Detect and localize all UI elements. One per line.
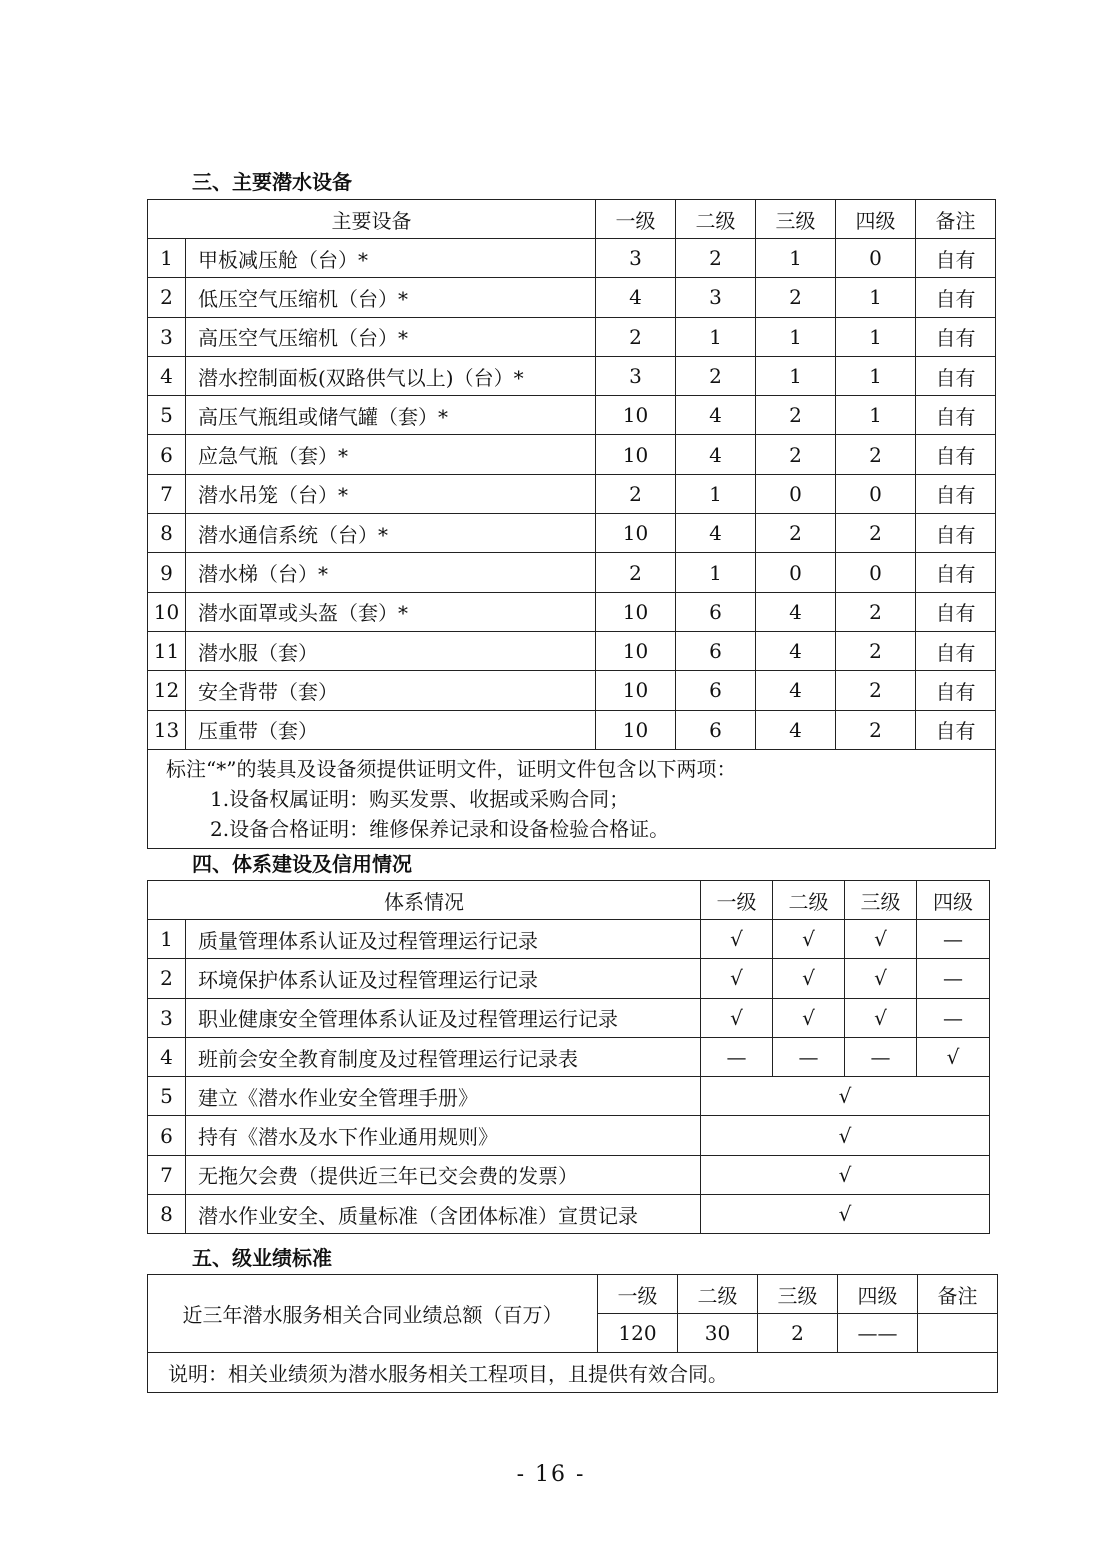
level-4-quantity: 0	[836, 239, 916, 278]
row-number: 13	[148, 710, 186, 749]
section-5-title: 五、级业绩标准	[192, 1246, 332, 1270]
performance-header-row	[148, 1275, 998, 1314]
remark: 自有	[916, 553, 996, 592]
level-1-quantity: 10	[596, 710, 676, 749]
level-1-quantity: 10	[596, 514, 676, 553]
level-4-mark: √	[917, 1037, 990, 1076]
remark: 自有	[916, 356, 996, 395]
equipment-row	[148, 553, 996, 592]
level-1-mark: √	[701, 998, 773, 1037]
equipment-name: 安全背带（套）	[186, 671, 596, 710]
level-1-quantity: 10	[596, 435, 676, 474]
level-4-quantity: 1	[836, 396, 916, 435]
system-row	[148, 1195, 990, 1234]
system-name: 持有《潜水及水下作业通用规则》	[186, 1116, 701, 1155]
system-name: 潜水作业安全、质量标准（含团体标准）宣贯记录	[186, 1195, 701, 1234]
row-number: 7	[148, 1155, 186, 1194]
equipment-note	[148, 749, 996, 848]
system-name: 建立《潜水作业安全管理手册》	[186, 1077, 701, 1116]
level-3-mark: √	[845, 920, 917, 959]
row-number: 2	[148, 278, 186, 317]
header-level-3: 三级	[756, 200, 836, 239]
level-4-quantity: 2	[836, 671, 916, 710]
level-2-mark: √	[773, 998, 845, 1037]
level-4-quantity: 2	[836, 435, 916, 474]
system-name: 无拖欠会费（提供近三年已交会费的发票）	[186, 1155, 701, 1194]
header-level-4: 四级	[917, 881, 990, 920]
equipment-row	[148, 396, 996, 435]
equipment-row	[148, 317, 996, 356]
row-number: 6	[148, 435, 186, 474]
equipment-name: 潜水服（套）	[186, 631, 596, 670]
level-3-mark: √	[845, 959, 917, 998]
level-2-quantity: 1	[676, 553, 756, 592]
level-4-mark: —	[917, 959, 990, 998]
equipment-table	[147, 199, 996, 849]
equipment-row	[148, 514, 996, 553]
system-name: 班前会安全教育制度及过程管理运行记录表	[186, 1037, 701, 1076]
system-row	[148, 1077, 990, 1116]
row-number: 5	[148, 1077, 186, 1116]
level-2-mark: √	[773, 959, 845, 998]
header-remark: 备注	[918, 1275, 998, 1314]
row-number: 5	[148, 396, 186, 435]
level-2-quantity: 6	[676, 671, 756, 710]
row-number: 9	[148, 553, 186, 592]
equipment-name: 潜水控制面板(双路供气以上)（台）*	[186, 356, 596, 395]
system-row	[148, 1155, 990, 1194]
equipment-row	[148, 592, 996, 631]
row-number: 10	[148, 592, 186, 631]
value-level-2: 30	[678, 1314, 758, 1353]
row-number: 8	[148, 1195, 186, 1234]
equipment-row	[148, 710, 996, 749]
level-3-quantity: 2	[756, 396, 836, 435]
level-4-quantity: 2	[836, 514, 916, 553]
remark: 自有	[916, 474, 996, 513]
level-4-quantity: 2	[836, 710, 916, 749]
level-3-quantity: 4	[756, 631, 836, 670]
level-3-quantity: 4	[756, 710, 836, 749]
system-row	[148, 920, 990, 959]
row-number: 3	[148, 317, 186, 356]
level-2-quantity: 4	[676, 396, 756, 435]
system-row	[148, 1037, 990, 1076]
system-name: 质量管理体系认证及过程管理运行记录	[186, 920, 701, 959]
remark: 自有	[916, 278, 996, 317]
all-levels-mark: √	[701, 1116, 990, 1155]
all-levels-mark: √	[701, 1077, 990, 1116]
level-2-quantity: 3	[676, 278, 756, 317]
header-level-1: 一级	[701, 881, 773, 920]
level-4-quantity: 1	[836, 317, 916, 356]
level-3-quantity: 2	[756, 514, 836, 553]
row-number: 7	[148, 474, 186, 513]
level-3-quantity: 0	[756, 553, 836, 592]
equipment-row	[148, 671, 996, 710]
level-3-mark: √	[845, 998, 917, 1037]
equipment-name: 低压空气压缩机（台）*	[186, 278, 596, 317]
row-number: 1	[148, 920, 186, 959]
level-4-quantity: 0	[836, 553, 916, 592]
equipment-name: 潜水面罩或头盔（套）*	[186, 592, 596, 631]
row-number: 4	[148, 356, 186, 395]
level-3-quantity: 1	[756, 317, 836, 356]
remark: 自有	[916, 239, 996, 278]
level-1-mark: —	[701, 1037, 773, 1076]
system-name: 环境保护体系认证及过程管理运行记录	[186, 959, 701, 998]
level-4-quantity: 2	[836, 592, 916, 631]
level-1-quantity: 10	[596, 671, 676, 710]
system-row	[148, 1116, 990, 1155]
level-4-quantity: 2	[836, 631, 916, 670]
header-equipment: 主要设备	[148, 200, 596, 239]
performance-table	[147, 1274, 998, 1393]
level-1-quantity: 10	[596, 592, 676, 631]
row-number: 1	[148, 239, 186, 278]
equipment-note-row	[148, 749, 996, 848]
level-3-quantity: 4	[756, 592, 836, 631]
level-1-mark: √	[701, 920, 773, 959]
level-2-quantity: 6	[676, 710, 756, 749]
header-level-1: 一级	[596, 200, 676, 239]
level-3-quantity: 2	[756, 278, 836, 317]
level-1-quantity: 3	[596, 239, 676, 278]
equipment-name: 潜水吊笼（台）*	[186, 474, 596, 513]
remark: 自有	[916, 671, 996, 710]
equipment-name: 高压气瓶组或储气罐（套）*	[186, 396, 596, 435]
level-2-quantity: 4	[676, 514, 756, 553]
row-number: 8	[148, 514, 186, 553]
remark: 自有	[916, 514, 996, 553]
value-level-4: ——	[838, 1314, 918, 1353]
level-4-quantity: 1	[836, 278, 916, 317]
equipment-row	[148, 278, 996, 317]
level-2-mark: —	[773, 1037, 845, 1076]
header-level-3: 三级	[758, 1275, 838, 1314]
level-2-quantity: 6	[676, 631, 756, 670]
row-number: 12	[148, 671, 186, 710]
level-2-quantity: 4	[676, 435, 756, 474]
page-number: - 16 -	[516, 1462, 586, 1487]
level-1-quantity: 3	[596, 356, 676, 395]
equipment-row	[148, 474, 996, 513]
row-number: 11	[148, 631, 186, 670]
level-1-quantity: 10	[596, 396, 676, 435]
remark: 自有	[916, 317, 996, 356]
equipment-name: 甲板减压舱（台）*	[186, 239, 596, 278]
remark: 自有	[916, 592, 996, 631]
equipment-name: 应急气瓶（套）*	[186, 435, 596, 474]
level-1-quantity: 2	[596, 553, 676, 592]
level-2-quantity: 6	[676, 592, 756, 631]
all-levels-mark: √	[701, 1155, 990, 1194]
row-number: 3	[148, 998, 186, 1037]
equipment-row	[148, 356, 996, 395]
performance-note-row	[148, 1353, 998, 1393]
equipment-name: 高压空气压缩机（台）*	[186, 317, 596, 356]
level-2-quantity: 1	[676, 317, 756, 356]
header-level-2: 二级	[678, 1275, 758, 1314]
system-row	[148, 959, 990, 998]
header-remark: 备注	[916, 200, 996, 239]
level-1-quantity: 2	[596, 474, 676, 513]
level-2-quantity: 2	[676, 239, 756, 278]
level-4-mark: —	[917, 998, 990, 1037]
header-level-3: 三级	[845, 881, 917, 920]
header-system: 体系情况	[148, 881, 701, 920]
level-3-mark: —	[845, 1037, 917, 1076]
level-4-quantity: 1	[836, 356, 916, 395]
note-line-2: 1.设备权属证明：购买发票、收据或采购合同；	[210, 786, 630, 811]
value-level-1: 120	[598, 1314, 678, 1353]
equipment-row	[148, 435, 996, 474]
level-2-mark: √	[773, 920, 845, 959]
header-level-2: 二级	[676, 200, 756, 239]
level-1-quantity: 10	[596, 631, 676, 670]
remark: 自有	[916, 435, 996, 474]
level-4-quantity: 0	[836, 474, 916, 513]
header-level-4: 四级	[836, 200, 916, 239]
level-4-mark: —	[917, 920, 990, 959]
level-2-quantity: 1	[676, 474, 756, 513]
note-line-3: 2.设备合格证明：维修保养记录和设备检验合格证。	[210, 816, 670, 841]
level-3-quantity: 1	[756, 356, 836, 395]
remark: 自有	[916, 631, 996, 670]
header-level-2: 二级	[773, 881, 845, 920]
section-4-title: 四、体系建设及信用情况	[192, 852, 412, 876]
equipment-header-row	[148, 200, 996, 239]
performance-label: 近三年潜水服务相关合同业绩总额（百万）	[148, 1275, 598, 1353]
system-table	[147, 880, 990, 1234]
equipment-name: 潜水梯（台）*	[186, 553, 596, 592]
row-number: 4	[148, 1037, 186, 1076]
system-name: 职业健康安全管理体系认证及过程管理运行记录	[186, 998, 701, 1037]
header-level-4: 四级	[838, 1275, 918, 1314]
value-remark	[918, 1314, 998, 1353]
level-3-quantity: 0	[756, 474, 836, 513]
equipment-name: 压重带（套）	[186, 710, 596, 749]
row-number: 2	[148, 959, 186, 998]
row-number: 6	[148, 1116, 186, 1155]
equipment-name: 潜水通信系统（台）*	[186, 514, 596, 553]
level-3-quantity: 1	[756, 239, 836, 278]
level-1-mark: √	[701, 959, 773, 998]
header-level-1: 一级	[598, 1275, 678, 1314]
all-levels-mark: √	[701, 1195, 990, 1234]
note-line-1: 标注“*”的装具及设备须提供证明文件，证明文件包含以下两项：	[166, 756, 737, 781]
system-header-row	[148, 881, 990, 920]
performance-note: 说明：相关业绩须为潜水服务相关工程项目，且提供有效合同。	[148, 1353, 998, 1393]
level-1-quantity: 4	[596, 278, 676, 317]
remark: 自有	[916, 396, 996, 435]
level-2-quantity: 2	[676, 356, 756, 395]
system-row	[148, 998, 990, 1037]
equipment-row	[148, 631, 996, 670]
equipment-row	[148, 239, 996, 278]
level-1-quantity: 2	[596, 317, 676, 356]
level-3-quantity: 2	[756, 435, 836, 474]
section-3-title: 三、主要潜水设备	[192, 170, 352, 194]
value-level-3: 2	[758, 1314, 838, 1353]
remark: 自有	[916, 710, 996, 749]
level-3-quantity: 4	[756, 671, 836, 710]
